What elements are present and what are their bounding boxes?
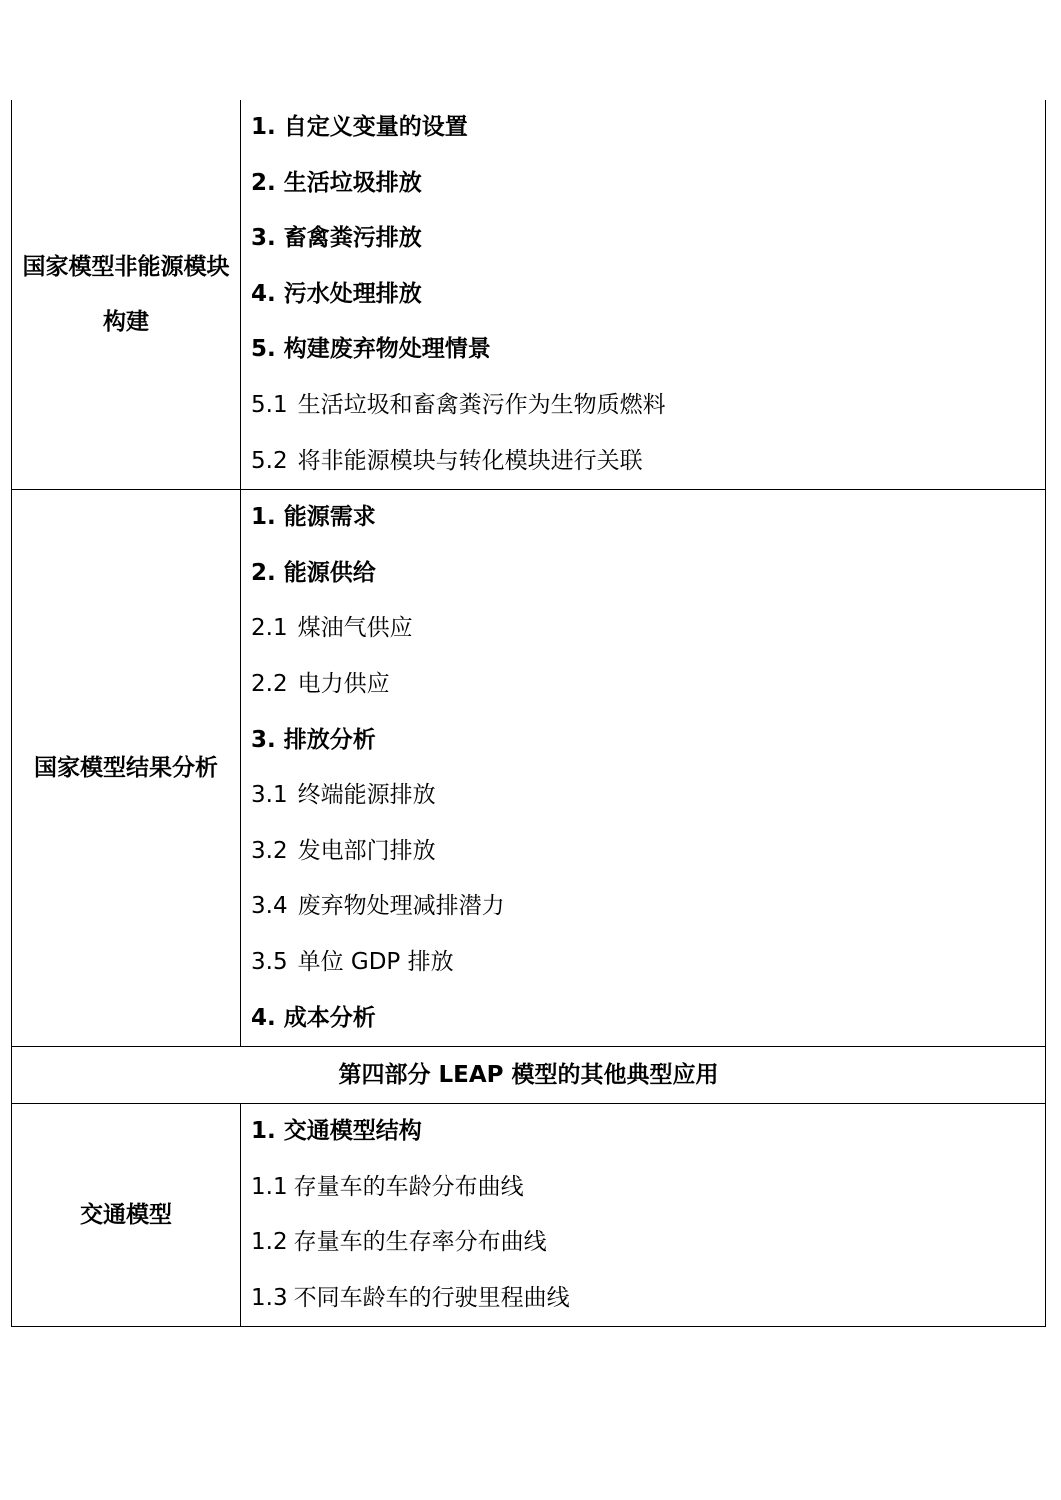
- section-label: 交通模型: [80, 1201, 172, 1228]
- outline-item: 2. 生活垃圾排放: [251, 169, 422, 196]
- outline-subitem: 5.1 生活垃圾和畜禽粪污作为生物质燃料: [251, 391, 666, 418]
- outline-subitem: 3.1 终端能源排放: [251, 782, 436, 809]
- outline-item: 2. 能源供给: [251, 559, 376, 586]
- outline-item: 4. 污水处理排放: [251, 280, 422, 307]
- outline-item: 1. 能源需求: [251, 504, 376, 531]
- section-items-cell: [241, 1104, 1046, 1327]
- section-label-cell: [12, 490, 241, 1047]
- part-header: 第四部分 LEAP 模型的其他典型应用: [12, 1047, 1046, 1104]
- outline-subitem: 1.1 存量车的车龄分布曲线: [251, 1173, 524, 1200]
- outline-subitem: 3.2 发电部门排放: [251, 837, 436, 864]
- outline-subitem: 2.1 煤油气供应: [251, 615, 413, 642]
- outline-item: 1. 自定义变量的设置: [251, 114, 468, 140]
- section-row-transport: [12, 1104, 1046, 1327]
- outline-item: 3. 畜禽粪污排放: [251, 225, 422, 252]
- section-items-cell: [241, 490, 1046, 1047]
- outline-subitem: 1.3 不同车龄车的行驶里程曲线: [251, 1284, 570, 1311]
- outline-subitem: 3.5 单位 GDP 排放: [251, 948, 454, 975]
- course-outline-table: [11, 100, 1046, 1327]
- section-row-results: [12, 490, 1046, 1047]
- outline-subitem: 3.4 废弃物处理减排潜力: [251, 893, 505, 920]
- outline-item: 4. 成本分析: [251, 1004, 376, 1031]
- section-row-non-energy: [12, 100, 1046, 490]
- outline-subitem: 2.2 电力供应: [251, 670, 390, 697]
- section-label-cell: [12, 100, 241, 490]
- outline-subitem: 1.2 存量车的生存率分布曲线: [251, 1229, 547, 1256]
- section-items-cell: [241, 100, 1046, 490]
- outline-item: 5. 构建废弃物处理情景: [251, 336, 491, 363]
- section-label: 国家模型非能源模块构建: [22, 253, 230, 335]
- outline-item: 1. 交通模型结构: [251, 1118, 422, 1145]
- outline-subitem: 5.2 将非能源模块与转化模块进行关联: [251, 447, 643, 474]
- part-header-row: [12, 1047, 1046, 1104]
- section-label: 国家模型结果分析: [34, 754, 218, 781]
- outline-item: 3. 排放分析: [251, 726, 376, 753]
- section-label-cell: [12, 1104, 241, 1327]
